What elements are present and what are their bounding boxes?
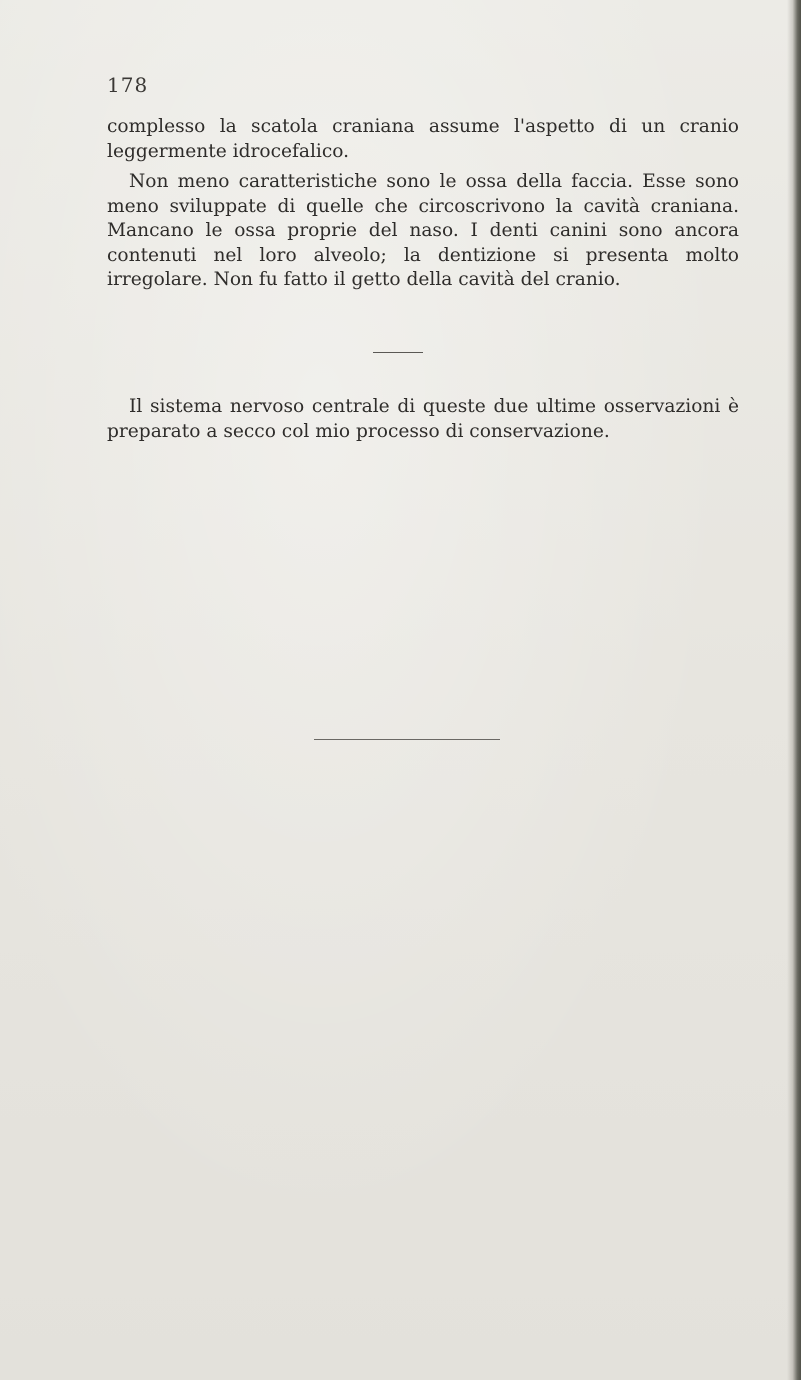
page-edge-shadow: [787, 0, 801, 1380]
paragraph-3: Il sistema nervoso centrale di queste due ultime osservazioni è preparato a secco col mio processo di conservazione.: [107, 396, 739, 442]
section-divider: [373, 352, 423, 353]
page-number: 178: [107, 73, 149, 97]
paragraph-2: Non meno caratteristiche sono le ossa della faccia. Esse sono meno sviluppate di quelle che circoscrivono la cavità craniana. Mancano le ossa proprie del naso. I denti canini sono ancora contenuti nel loro alveolo; la dentizione si presenta molto irregolare. Non fu fatto il getto della cavità del cranio.: [107, 171, 739, 291]
end-rule: [314, 739, 500, 740]
paragraph-1: complesso la scatola craniana assume l'aspetto di un cranio leggermente idrocefalico.: [107, 116, 739, 162]
